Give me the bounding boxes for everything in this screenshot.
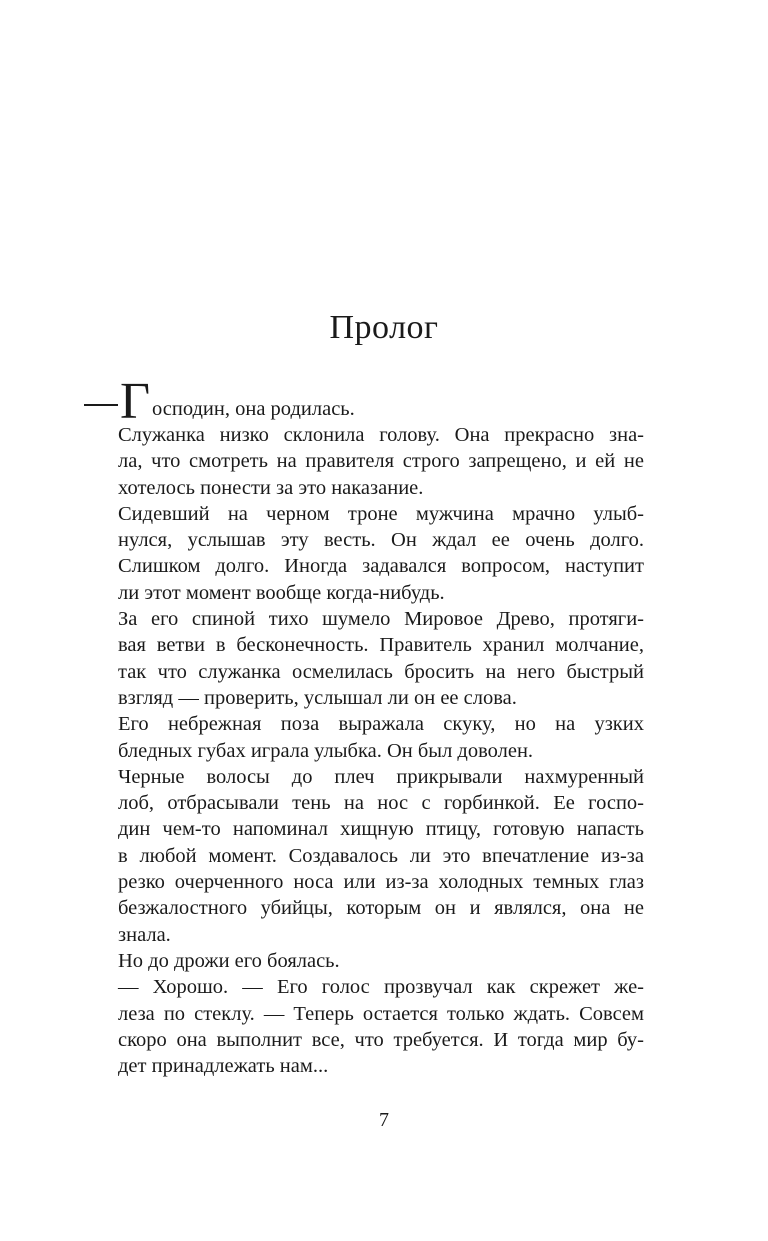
- text-line: лоб, отбрасывали тень на нос с горбинкой. Ее госпо-: [118, 792, 644, 815]
- paragraph: [84, 948, 644, 974]
- drop-cap: Г: [120, 373, 151, 430]
- paragraph: [84, 711, 644, 764]
- text-line: знала.: [118, 923, 171, 946]
- text-line: леза по стеклу. — Теперь остается только ждать. Совсем: [118, 1002, 644, 1025]
- text-line: дет принадлежать нам...: [118, 1055, 329, 1078]
- text-line: ли этот момент вообще когда-нибудь.: [118, 581, 445, 604]
- text-line: Слишком долго. Иногда задавался вопросом, наступит: [118, 555, 644, 578]
- text-line: так что служанка осмелилась бросить на него быстрый: [118, 660, 644, 683]
- text-line: Черные волосы до плеч прикрывали нахмуренный: [118, 765, 644, 788]
- text-line: — Хорошо. — Его голос прозвучал как скрежет же-: [118, 976, 644, 999]
- text-line: вая ветви в бесконечность. Правитель хранил молчание,: [118, 634, 644, 657]
- text-line: в любой момент. Создавалось ли это впечатление из-за: [118, 844, 644, 867]
- text-line: За его спиной тихо шумело Мировое Древо, протяги-: [118, 608, 644, 631]
- text-line: дин чем-то напоминал хищную птицу, готовую напасть: [118, 818, 644, 841]
- text-line: хотелось понести за это наказание.: [118, 476, 424, 499]
- text-line: нулся, услышав эту весть. Он ждал ее очень долго.: [118, 529, 644, 552]
- body-text: [84, 373, 644, 1079]
- text-line: скоро она выполнит все, что требуется. И тогда мир бу-: [118, 1028, 644, 1051]
- chapter-title: Пролог: [329, 309, 439, 346]
- text-line: безжалостного убийцы, которым он и являлся, она не: [118, 897, 644, 920]
- text-line: Сидевший на черном троне мужчина мрачно улыб-: [118, 502, 644, 525]
- paragraph: [84, 764, 644, 948]
- opening-line-text: осподин, она родилась.: [152, 398, 355, 420]
- dialogue-dash: [84, 404, 118, 406]
- text-line: Служанка низко склонила голову. Она прекрасно зна-: [118, 424, 644, 446]
- text-line: ла, что смотреть на правителя строго запрещено, и ей не: [118, 450, 644, 473]
- text-line: Но до дрожи его боялась.: [118, 949, 340, 972]
- opening-line: [84, 373, 644, 430]
- text-line: бледных губах играла улыбка. Он был доволен.: [118, 739, 534, 762]
- text-line: взгляд — проверить, услышал ли он ее слова.: [118, 686, 517, 709]
- text-line: Его небрежная поза выражала скуку, но на узких: [118, 713, 644, 736]
- text-line: резко очерченного носа или из-за холодных темных глаз: [118, 871, 644, 894]
- paragraph: [84, 422, 644, 501]
- paragraph: [84, 974, 644, 1079]
- paragraph: [84, 501, 644, 606]
- page-number: 7: [379, 1109, 389, 1131]
- paragraph: [84, 606, 644, 711]
